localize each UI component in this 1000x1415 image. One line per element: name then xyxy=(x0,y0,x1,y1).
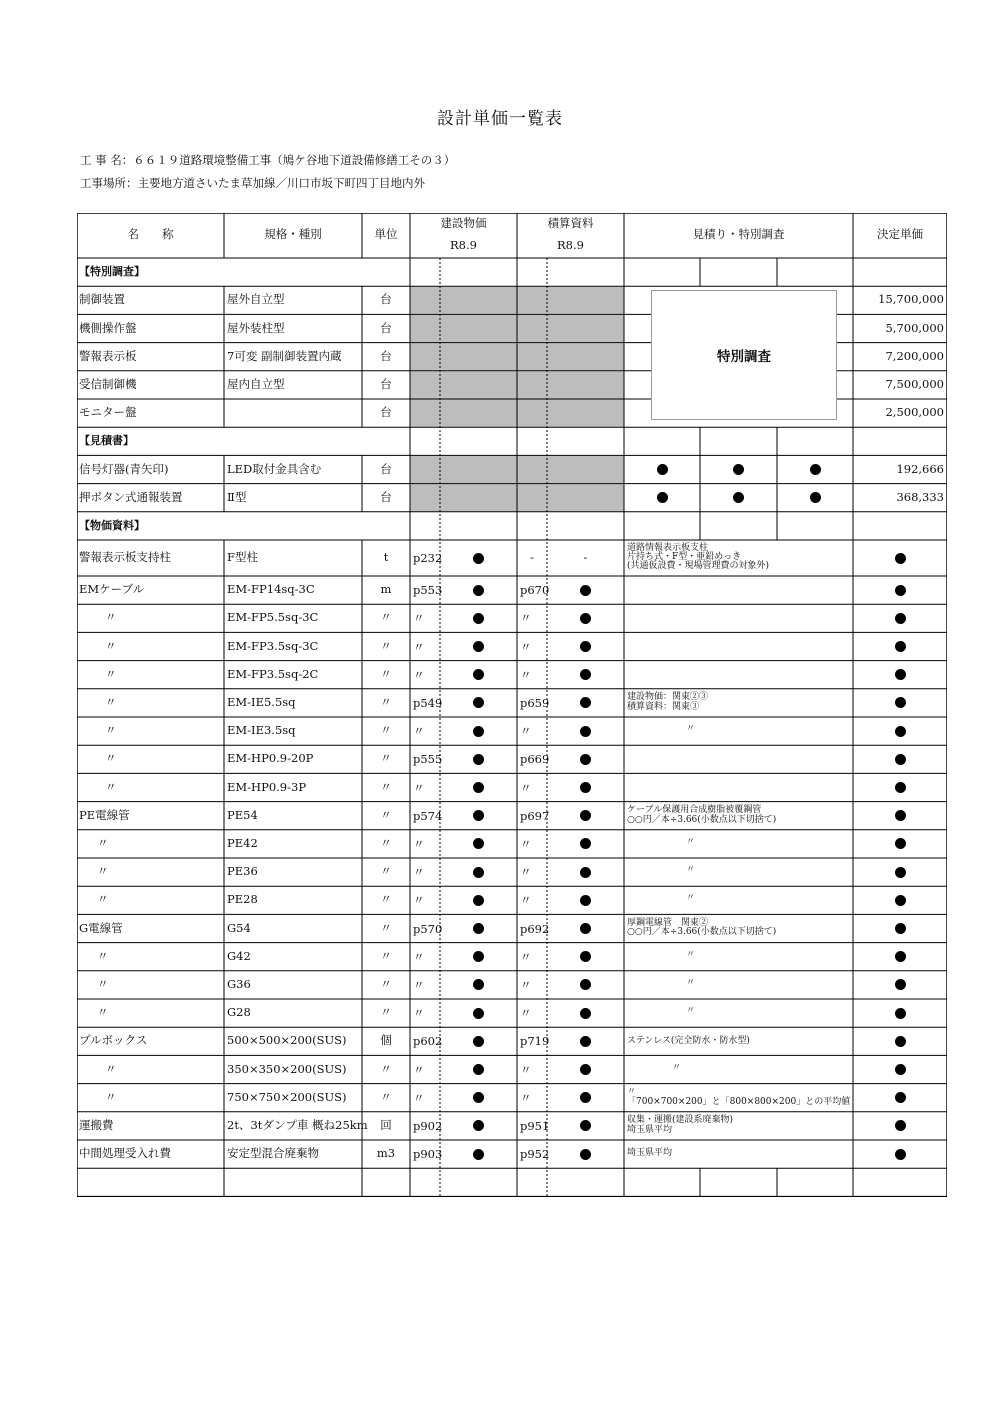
header-sekisan-version: R8.9 xyxy=(557,238,584,252)
decided-price: 2,500,000 xyxy=(885,405,944,420)
kensetsu-page: p553 xyxy=(413,583,443,598)
item-name: 〃 xyxy=(97,948,109,963)
kensetsu-page: 〃 xyxy=(413,977,425,992)
decided-price: 368,333 xyxy=(896,489,944,504)
item-spec: PE28 xyxy=(227,892,258,907)
sekisan-dash: - xyxy=(583,550,588,564)
item-name: 〃 xyxy=(97,1005,109,1020)
item-unit: 〃 xyxy=(380,666,392,681)
project-name: 工 事 名：６６１９道路環境整備工事（鳩ケ谷地下道設備修繕工その３） xyxy=(80,153,456,167)
item-spec: EM-IE5.5sq xyxy=(227,694,296,709)
kensetsu-dot xyxy=(473,553,484,564)
remark: 収集・運搬(建設系廃棄物) 埼玉県平均 xyxy=(627,1115,734,1135)
item-spec: PE36 xyxy=(227,864,258,879)
item-unit: 台 xyxy=(380,320,392,335)
sekisan-page: 〃 xyxy=(520,611,532,626)
item-unit: m3 xyxy=(376,1146,396,1161)
sekisan-dot xyxy=(580,1036,591,1047)
kensetsu-page: 〃 xyxy=(413,667,425,682)
kensetsu-page: 〃 xyxy=(413,893,425,908)
item-unit: 〃 xyxy=(380,638,392,653)
kensetsu-page: p555 xyxy=(413,752,443,767)
kensetsu-dot xyxy=(473,1036,484,1047)
sekisan-page: p692 xyxy=(520,921,550,936)
sekisan-page: p659 xyxy=(520,695,550,710)
item-unit: 台 xyxy=(380,292,392,307)
item-name: 信号灯器(青矢印) xyxy=(79,461,169,476)
item-spec: 屋内自立型 xyxy=(227,376,285,391)
kensetsu-page: 〃 xyxy=(413,611,425,626)
item-name: プルボックス xyxy=(79,1033,148,1048)
kensetsu-page: 〃 xyxy=(413,1006,425,1021)
sekisan-page: - xyxy=(530,550,534,564)
decided-price: 15,700,000 xyxy=(878,292,944,307)
item-name: PE電線管 xyxy=(79,807,130,822)
mitsumori-dot xyxy=(657,464,668,475)
header-decided-price: 決定単価 xyxy=(877,227,923,241)
kensetsu-page: 〃 xyxy=(413,639,425,654)
item-name: 〃 xyxy=(105,666,117,681)
kensetsu-dot xyxy=(473,1008,484,1019)
kensetsu-dot xyxy=(473,895,484,906)
item-name: モニター盤 xyxy=(79,405,137,420)
section-heading: 【見積書】 xyxy=(79,434,134,448)
sekisan-dot xyxy=(580,641,591,652)
unit-price-table xyxy=(77,213,947,1197)
item-name: 警報表示板 xyxy=(79,348,137,363)
sekisan-page: 〃 xyxy=(520,639,532,654)
decided-price-dot xyxy=(895,923,906,934)
item-name: 運搬費 xyxy=(79,1117,114,1132)
remark: ステンレス(完全防水・防水型) xyxy=(627,1035,750,1046)
decided-price-dot xyxy=(895,1008,906,1019)
item-unit: 台 xyxy=(380,405,392,420)
remark-ditto: 〃 xyxy=(686,865,696,876)
remark: 埼玉県平均 xyxy=(627,1148,673,1159)
item-unit: 〃 xyxy=(380,1005,392,1020)
item-spec: PE42 xyxy=(227,835,258,850)
kensetsu-dot xyxy=(473,923,484,934)
sekisan-page: p951 xyxy=(520,1118,550,1133)
item-spec: EM-HP0.9-3P xyxy=(227,779,307,794)
kensetsu-dot xyxy=(473,1064,484,1075)
item-unit: 回 xyxy=(380,1117,392,1132)
kensetsu-dot xyxy=(473,613,484,624)
item-unit: m xyxy=(380,582,392,597)
mitsumori-dot xyxy=(657,492,668,503)
kensetsu-dot xyxy=(473,726,484,737)
document-title: 設計単価一覧表 xyxy=(437,109,563,129)
mitsumori-dot xyxy=(733,464,744,475)
item-unit: 〃 xyxy=(380,892,392,907)
item-unit: 台 xyxy=(380,489,392,504)
sekisan-page: 〃 xyxy=(520,949,532,964)
item-unit: 〃 xyxy=(380,610,392,625)
sekisan-dot xyxy=(580,1149,591,1160)
kensetsu-dot xyxy=(473,641,484,652)
item-name: 〃 xyxy=(105,751,117,766)
item-name: 〃 xyxy=(105,1089,117,1104)
item-unit: 個 xyxy=(380,1033,392,1048)
item-name: 押ボタン式通報装置 xyxy=(79,489,183,504)
decided-price-dot xyxy=(895,1120,906,1131)
item-unit: 〃 xyxy=(380,835,392,850)
sekisan-page: 〃 xyxy=(520,724,532,739)
remark: 建設物価：関東②③ 積算資料：関東③ xyxy=(627,692,709,712)
sekisan-page: p952 xyxy=(520,1147,550,1162)
item-unit: 〃 xyxy=(380,976,392,991)
sekisan-page: p697 xyxy=(520,808,550,823)
decided-price-dot xyxy=(895,553,906,564)
sekisan-page: 〃 xyxy=(520,865,532,880)
sekisan-page: 〃 xyxy=(520,667,532,682)
sekisan-dot xyxy=(580,754,591,765)
item-unit: 〃 xyxy=(380,920,392,935)
item-name: 制御装置 xyxy=(79,292,125,307)
item-unit: 〃 xyxy=(380,807,392,822)
sekisan-page: p670 xyxy=(520,583,550,598)
kensetsu-page: 〃 xyxy=(413,1062,425,1077)
kensetsu-page: p902 xyxy=(413,1118,443,1133)
sekisan-dot xyxy=(580,895,591,906)
remark: ケーブル保護用合成樹脂被覆鋼管 ○○円／本÷3.66(小数点以下切捨て) xyxy=(627,805,777,825)
item-name: 機側操作盤 xyxy=(79,320,137,335)
header-spec: 規格・種別 xyxy=(264,227,322,241)
remark-ditto: 〃 xyxy=(686,949,696,960)
item-name: 〃 xyxy=(105,779,117,794)
decided-price: 192,666 xyxy=(896,461,944,476)
item-spec: G42 xyxy=(227,948,251,963)
remark-ditto: 〃 xyxy=(672,1062,682,1073)
decided-price: 7,200,000 xyxy=(885,348,944,363)
item-name: 受信制御機 xyxy=(79,376,137,391)
item-name: 〃 xyxy=(105,723,117,738)
item-spec: EM-FP3.5sq-3C xyxy=(227,638,319,653)
remark: 厚鋼電線管 関東② ○○円／本÷3.66(小数点以下切捨て) xyxy=(627,917,777,938)
decided-price-dot xyxy=(895,697,906,708)
decided-price-dot xyxy=(895,1064,906,1075)
item-spec: 2t、3tダンプ車 概ね25km xyxy=(227,1117,368,1132)
sekisan-page: p669 xyxy=(520,752,550,767)
header-kensetsu-version: R8.9 xyxy=(450,238,477,252)
remark: 〃 「700×700×200」と「800×800×200」との平均値 xyxy=(627,1087,851,1107)
item-name: 〃 xyxy=(105,694,117,709)
header-sekisan: 積算資料 xyxy=(547,216,594,230)
special-survey-box: 特別調査 xyxy=(651,290,837,420)
decided-price-dot xyxy=(895,1092,906,1103)
mitsumori-dot xyxy=(810,464,821,475)
sekisan-page: 〃 xyxy=(520,1006,532,1021)
decided-price-dot xyxy=(895,613,906,624)
decided-price-dot xyxy=(895,726,906,737)
header-kensetsu: 建設物価 xyxy=(440,216,487,230)
kensetsu-page: 〃 xyxy=(413,836,425,851)
item-name: 〃 xyxy=(105,610,117,625)
item-name: 〃 xyxy=(97,976,109,991)
sekisan-dot xyxy=(580,613,591,624)
header-unit: 単位 xyxy=(374,227,398,241)
item-spec: EM-FP14sq-3C xyxy=(227,582,315,597)
item-spec: EM-HP0.9-20P xyxy=(227,751,314,766)
sekisan-page: 〃 xyxy=(520,977,532,992)
decided-price: 5,700,000 xyxy=(885,320,944,335)
decided-price-dot xyxy=(895,754,906,765)
item-unit: 〃 xyxy=(380,1089,392,1104)
sekisan-dot xyxy=(580,923,591,934)
sekisan-dot xyxy=(580,1008,591,1019)
item-name: 〃 xyxy=(105,1061,117,1076)
item-spec: 350×350×200(SUS) xyxy=(227,1061,347,1076)
item-spec: PE54 xyxy=(227,807,258,822)
decided-price-dot xyxy=(895,585,906,596)
item-name: 〃 xyxy=(105,638,117,653)
sekisan-page: p719 xyxy=(520,1034,550,1049)
item-spec: 安定型混合廃棄物 xyxy=(227,1146,319,1161)
item-unit: 〃 xyxy=(380,1061,392,1076)
item-spec: G54 xyxy=(227,920,251,935)
kensetsu-page: 〃 xyxy=(413,949,425,964)
item-unit: 〃 xyxy=(380,723,392,738)
sekisan-dot xyxy=(580,782,591,793)
kensetsu-page: 〃 xyxy=(413,865,425,880)
decided-price-dot xyxy=(895,895,906,906)
item-spec: 750×750×200(SUS) xyxy=(227,1089,347,1104)
item-unit: 〃 xyxy=(380,779,392,794)
kensetsu-page: 〃 xyxy=(413,780,425,795)
kensetsu-page: 〃 xyxy=(413,1090,425,1105)
item-unit: 台 xyxy=(380,348,392,363)
decided-price-dot xyxy=(895,979,906,990)
item-name: G電線管 xyxy=(79,920,123,935)
decided-price-dot xyxy=(895,669,906,680)
kensetsu-page: p549 xyxy=(413,695,443,710)
item-unit: t xyxy=(383,550,389,564)
project-location: 工事場所：主要地方道さいたま草加線／川口市坂下町四丁目地内外 xyxy=(80,176,425,190)
kensetsu-dot xyxy=(473,1149,484,1160)
remark-ditto: 〃 xyxy=(686,1006,696,1017)
header-name: 名 称 xyxy=(127,227,174,241)
item-spec: G28 xyxy=(227,1005,251,1020)
section-heading: 【物価資料】 xyxy=(79,518,145,532)
decided-price-dot xyxy=(895,641,906,652)
kensetsu-dot xyxy=(473,867,484,878)
item-name: 〃 xyxy=(97,835,109,850)
kensetsu-page: p570 xyxy=(413,921,443,936)
item-name: 警報表示板支持柱 xyxy=(79,550,171,564)
decided-price-dot xyxy=(895,867,906,878)
remark-ditto: 〃 xyxy=(686,724,696,735)
sekisan-dot xyxy=(580,867,591,878)
item-unit: 〃 xyxy=(380,751,392,766)
item-spec: 500×500×200(SUS) xyxy=(227,1033,347,1048)
kensetsu-dot xyxy=(473,585,484,596)
item-name: 中間処理受入れ費 xyxy=(79,1146,171,1161)
item-spec: EM-FP3.5sq-2C xyxy=(227,666,319,681)
item-spec: EM-FP5.5sq-3C xyxy=(227,610,319,625)
sekisan-page: 〃 xyxy=(520,1062,532,1077)
decided-price-dot xyxy=(895,951,906,962)
item-spec: LED取付金具含む xyxy=(227,461,322,476)
item-unit: 台 xyxy=(380,461,392,476)
sekisan-dot xyxy=(580,1064,591,1075)
item-spec: F型柱 xyxy=(227,550,258,564)
item-unit: 台 xyxy=(380,376,392,391)
item-name: 〃 xyxy=(97,892,109,907)
decided-price-dot xyxy=(895,1036,906,1047)
decided-price-dot xyxy=(895,838,906,849)
decided-price: 7,500,000 xyxy=(885,376,944,391)
kensetsu-page: 〃 xyxy=(413,724,425,739)
kensetsu-page: p903 xyxy=(413,1147,443,1162)
kensetsu-page: p602 xyxy=(413,1034,443,1049)
sekisan-dot xyxy=(580,726,591,737)
item-unit: 〃 xyxy=(380,948,392,963)
item-unit: 〃 xyxy=(380,864,392,879)
kensetsu-dot xyxy=(473,754,484,765)
remark-ditto: 〃 xyxy=(686,977,696,988)
kensetsu-dot xyxy=(473,782,484,793)
mitsumori-dot xyxy=(810,492,821,503)
decided-price-dot xyxy=(895,810,906,821)
section-heading: 【特別調査】 xyxy=(79,265,145,279)
item-name: 〃 xyxy=(97,864,109,879)
item-unit: 〃 xyxy=(380,694,392,709)
sekisan-dot xyxy=(580,585,591,596)
item-spec: 屋外自立型 xyxy=(227,292,285,307)
sekisan-page: 〃 xyxy=(520,836,532,851)
item-spec: EM-IE3.5sq xyxy=(227,723,296,738)
sekisan-page: 〃 xyxy=(520,780,532,795)
sekisan-page: 〃 xyxy=(520,1090,532,1105)
remark-ditto: 〃 xyxy=(686,893,696,904)
item-spec: 屋外装柱型 xyxy=(227,320,285,335)
remark: 道路情報表示板支柱 片持ち式・F型・亜鉛めっき (共通仮設費・現場管理費の対象外) xyxy=(627,542,770,572)
item-spec: Ⅱ型 xyxy=(227,489,247,504)
item-spec: 7可変 副制御装置内蔵 xyxy=(227,348,342,363)
item-spec: G36 xyxy=(227,976,251,991)
item-name: EMケーブル xyxy=(79,582,145,597)
kensetsu-page: p232 xyxy=(413,551,443,565)
decided-price-dot xyxy=(895,782,906,793)
decided-price-dot xyxy=(895,1149,906,1160)
remark-ditto: 〃 xyxy=(686,836,696,847)
sekisan-page: 〃 xyxy=(520,893,532,908)
header-mitsumori: 見積り・特別調査 xyxy=(692,227,785,241)
kensetsu-page: p574 xyxy=(413,808,443,823)
